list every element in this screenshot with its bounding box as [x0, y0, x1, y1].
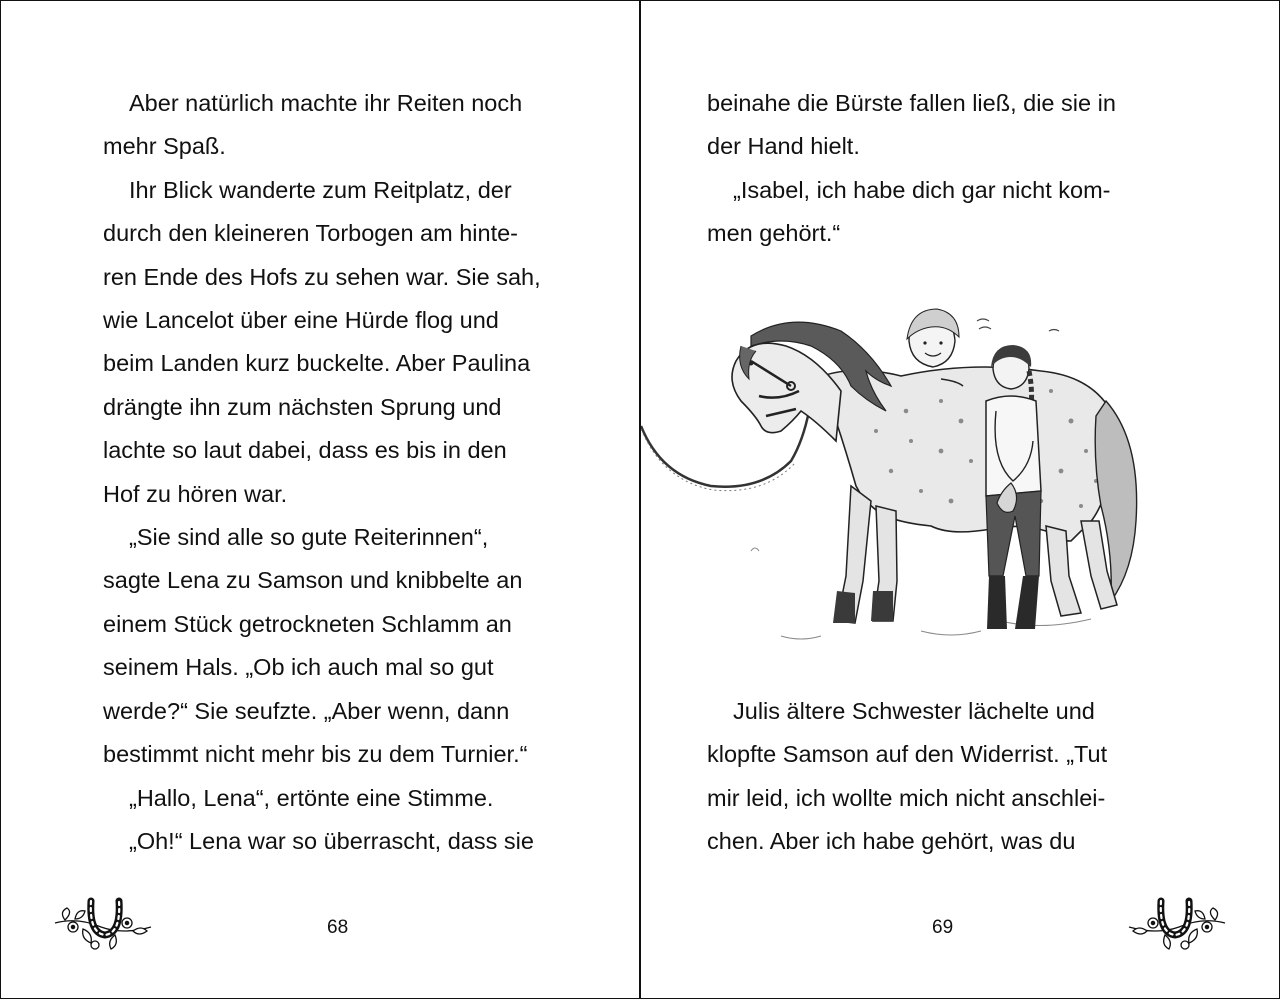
- text-line: klopfte Samson auf den Widerrist. „Tut: [707, 741, 1108, 768]
- right-page-text-bottom: [707, 690, 1177, 864]
- left-page: [1, 1, 639, 998]
- text-line: der Hand hielt.: [707, 133, 860, 160]
- text-line: chen. Aber ich habe gehört, was du: [707, 828, 1076, 855]
- text-line: Julis ältere Schwester lächelte und: [733, 698, 1095, 724]
- text-line: men gehört.“: [707, 220, 841, 247]
- text-line: Ihr Blick wanderte zum Reitplatz, der: [129, 176, 512, 203]
- horse-illustration: [641, 291, 1171, 666]
- horseshoe-flower-ornament-icon: [1127, 893, 1227, 955]
- text-line: beim Landen kurz buckelte. Aber Paulina: [103, 350, 531, 377]
- text-line: durch den kleineren Torbogen am hinte-: [103, 220, 519, 247]
- text-line: wie Lancelot über eine Hürde flog und: [103, 307, 499, 334]
- text-line: ren Ende des Hofs zu sehen war. Sie sah,: [103, 263, 541, 290]
- text-line: beinahe die Bürste fallen ließ, die sie in: [707, 90, 1116, 116]
- text-line: „Sie sind alle so gute Reiterinnen“,: [129, 524, 489, 551]
- text-line: lachte so laut dabei, dass es bis in den: [103, 437, 507, 464]
- text-line: mir leid, ich wollte mich nicht anschlei-: [707, 784, 1106, 811]
- text-line: „Oh!“ Lena war so überrascht, dass sie: [129, 827, 534, 854]
- text-line: „Hallo, Lena“, ertönte eine Stimme.: [129, 784, 494, 811]
- left-page-text: [103, 82, 573, 863]
- text-line: drängte ihn zum nächsten Sprung und: [103, 393, 502, 420]
- text-line: „Isabel, ich habe dich gar nicht kom-: [733, 176, 1111, 203]
- text-line: einem Stück getrockneten Schlamm an: [103, 610, 512, 637]
- text-line: seinem Hals. „Ob ich auch mal so gut: [103, 654, 494, 681]
- page-number: 68: [327, 917, 349, 938]
- right-page: [641, 1, 1279, 998]
- text-line: mehr Spaß.: [103, 133, 226, 160]
- text-line: bestimmt nicht mehr bis zu dem Turnier.“: [103, 741, 528, 768]
- horseshoe-flower-ornament-icon: [53, 893, 153, 955]
- text-line: Hof zu hören war.: [103, 480, 288, 507]
- page-number: 69: [932, 917, 954, 938]
- text-line: Aber natürlich machte ihr Reiten noch: [129, 90, 523, 116]
- text-line: werde?“ Sie seufzte. „Aber wenn, dann: [103, 697, 510, 724]
- right-page-text-top: [707, 82, 1177, 256]
- text-line: sagte Lena zu Samson und knibbelte an: [103, 567, 523, 594]
